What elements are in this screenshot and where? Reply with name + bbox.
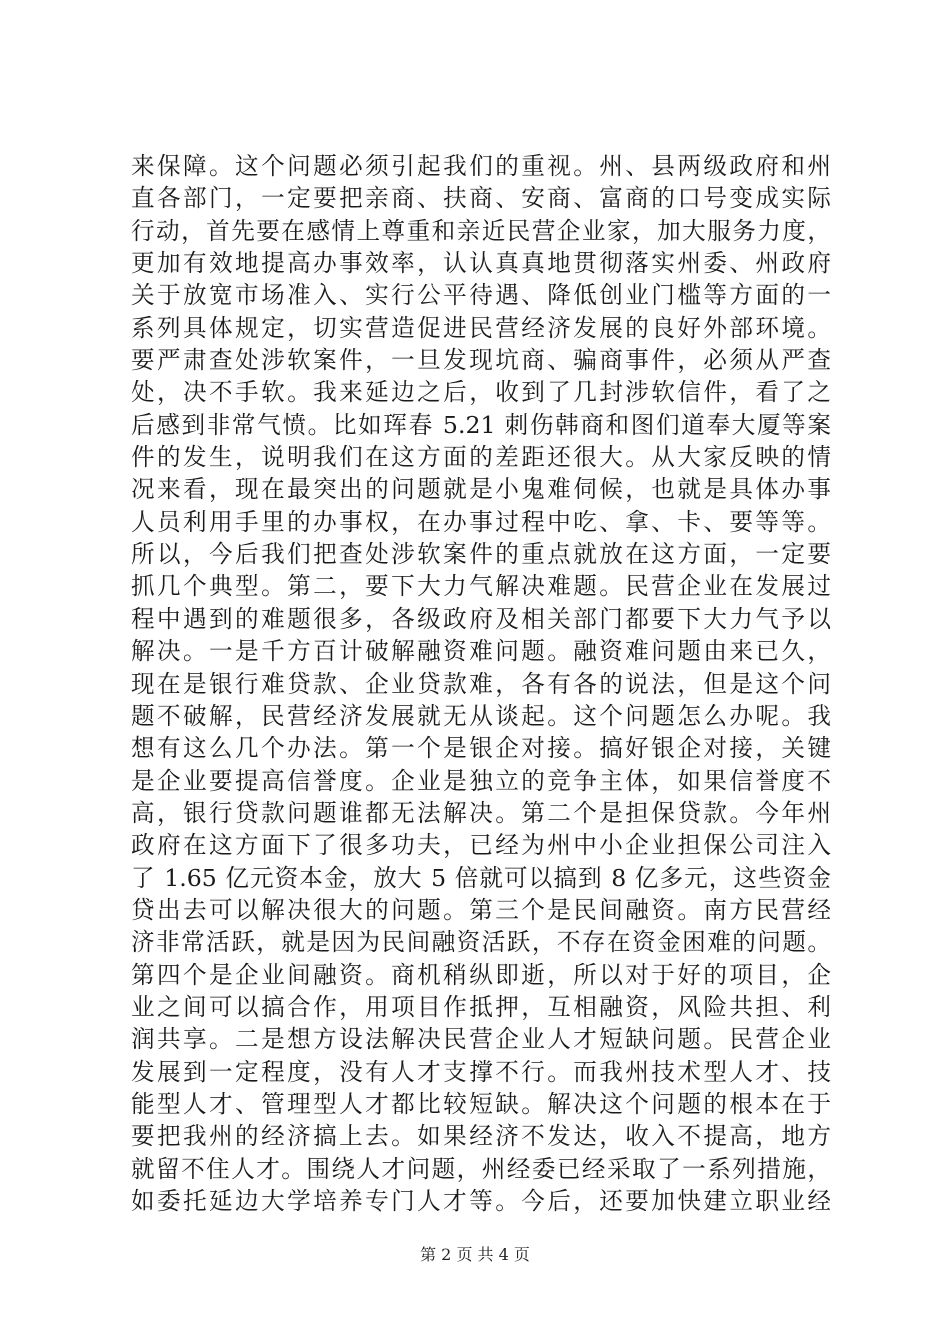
text-line: 高，银行贷款问题谁都无法解决。第二个是担保贷款。今年州	[131, 798, 831, 827]
text-line: 后感到非常气愤。比如珲春 5.21 刺伤韩商和图们道奉大厦等案	[131, 410, 831, 439]
text-line: 件的发生，说明我们在这方面的差距还很大。从大家反映的情	[131, 443, 831, 472]
text-line: 处，决不手软。我来延边之后，收到了几封涉软信件，看了之	[131, 378, 831, 407]
text-line: 了 1.65 亿元资本金，放大 5 倍就可以搞到 8 亿多元，这些资金	[131, 863, 831, 892]
text-line: 题不破解，民营经济发展就无从谈起。这个问题怎么办呢。我	[131, 701, 831, 730]
text-line: 贷出去可以解决很大的问题。第三个是民间融资。南方民营经	[131, 895, 831, 924]
text-line: 政府在这方面下了很多功夫，已经为州中小企业担保公司注入	[131, 831, 831, 860]
page-number-footer: 第 2 页 共 4 页	[420, 1245, 530, 1264]
text-line: 况来看，现在最突出的问题就是小鬼难伺候，也就是具体办事	[131, 475, 831, 504]
text-line: 要严肃查处涉软案件，一旦发现坑商、骗商事件，必须从严查	[131, 346, 831, 375]
text-line: 来保障。这个问题必须引起我们的重视。州、县两级政府和州	[131, 152, 831, 180]
text-line: 发展到一定程度，没有人才支撑不行。而我州技术型人才、技	[131, 1057, 831, 1086]
text-line: 想有这么几个办法。第一个是银企对接。搞好银企对接，关键	[131, 734, 831, 763]
text-line: 要把我州的经济搞上去。如果经济不发达，收入不提高，地方	[131, 1122, 831, 1151]
text-line: 济非常活跃，就是因为民间融资活跃，不存在资金困难的问题。	[131, 928, 831, 957]
text-line: 润共享。二是想方设法解决民营企业人才短缺问题。民营企业	[131, 1025, 831, 1054]
text-line: 人员利用手里的办事权，在办事过程中吃、拿、卡、要等等。	[131, 507, 831, 536]
text-line: 能型人才、管理型人才都比较短缺。解决这个问题的根本在于	[131, 1089, 831, 1118]
text-line: 就留不住人才。围绕人才问题，州经委已经采取了一系列措施，	[131, 1154, 831, 1183]
text-line: 解决。一是千方百计破解融资难问题。融资难问题由来已久，	[131, 637, 831, 666]
text-line: 第四个是企业间融资。商机稍纵即逝，所以对于好的项目，企	[131, 960, 831, 989]
text-line: 如委托延边大学培养专门人才等。今后，还要加快建立职业经	[131, 1187, 831, 1215]
text-line: 现在是银行难贷款、企业贷款难，各有各的说法，但是这个问	[131, 669, 831, 698]
text-line: 更加有效地提高办事效率，认认真真地贯彻落实州委、州政府	[131, 249, 831, 278]
text-line: 程中遇到的难题很多，各级政府及相关部门都要下大力气予以	[131, 604, 831, 633]
text-line: 行动，首先要在感情上尊重和亲近民营企业家，加大服务力度，	[131, 216, 831, 245]
text-line: 是企业要提高信誉度。企业是独立的竞争主体，如果信誉度不	[131, 766, 831, 795]
text-line: 直各部门，一定要把亲商、扶商、安商、富商的口号变成实际	[131, 184, 831, 213]
text-line: 所以，今后我们把查处涉软案件的重点就放在这方面，一定要	[131, 540, 831, 569]
text-line: 关于放宽市场准入、实行公平待遇、降低创业门槛等方面的一	[131, 281, 831, 310]
text-line: 系列具体规定，切实营造促进民营经济发展的良好外部环境。	[131, 313, 831, 342]
text-line: 业之间可以搞合作，用项目作抵押，互相融资，风险共担、利	[131, 992, 831, 1021]
text-line: 抓几个典型。第二，要下大力气解决难题。民营企业在发展过	[131, 572, 831, 601]
document-body	[131, 150, 831, 1217]
